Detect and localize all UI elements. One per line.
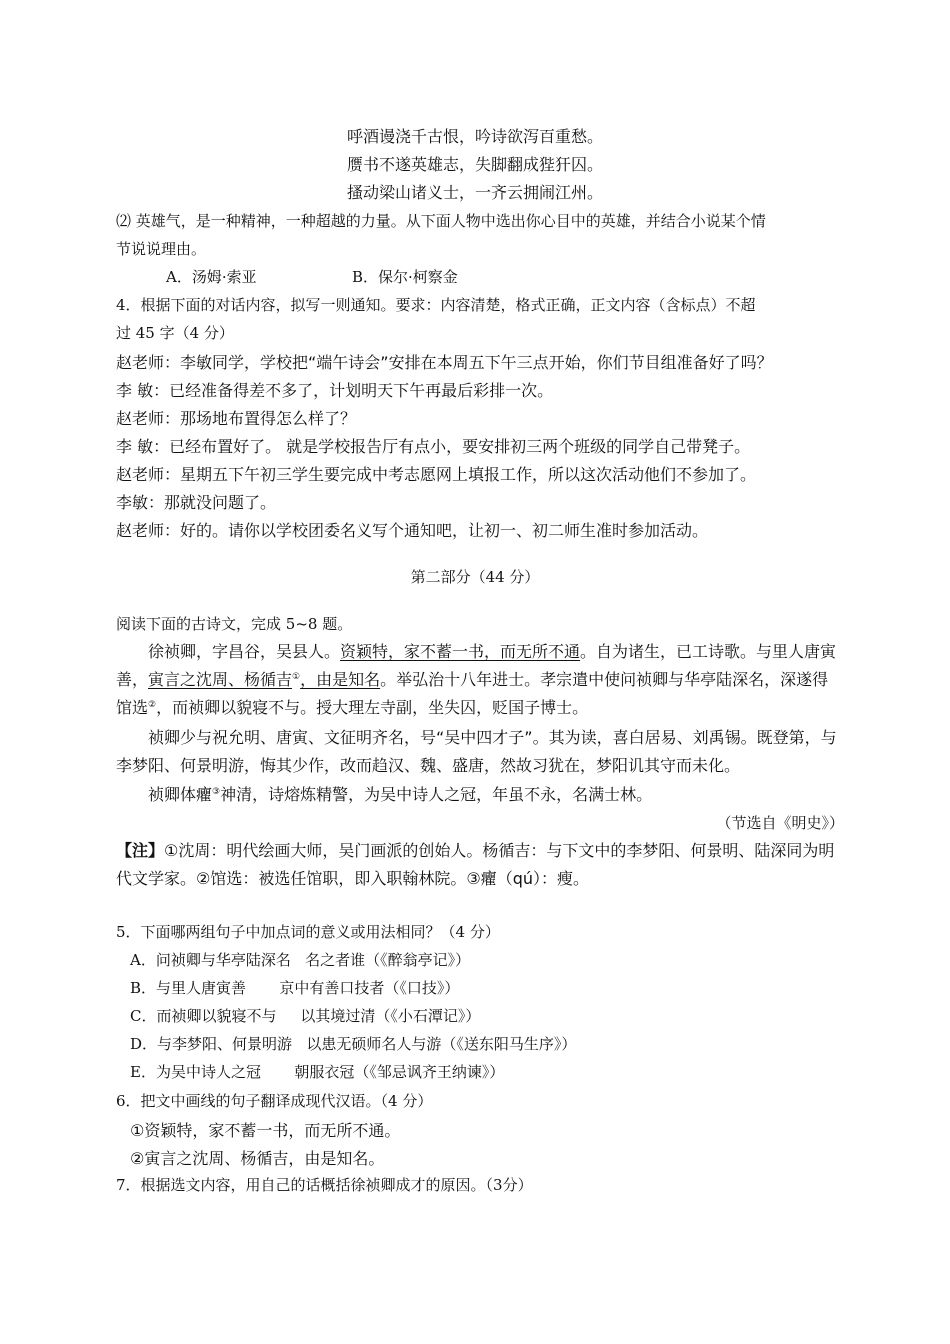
q5-option: C．而祯卿以貌寝不与 以其境过清（《小石潭记》） xyxy=(130,1007,481,1025)
underlined-sentence-2a: 寅言之沈周、杨循吉 xyxy=(148,670,293,689)
q2-option-a: A．汤姆·索亚 xyxy=(166,268,257,286)
underlined-sentence-1: 资颖特，家不蓄一书，而无所不通 xyxy=(340,642,581,661)
passage-p2-line-1: 祯卿少与祝允明、唐寅、文征明齐名，号“吴中四才子”。其为读，喜白居易、刘禹锡。既登第，与 xyxy=(148,728,837,747)
q5-option: A．问祯卿与华亭陆深名 名之者谁（《醉翁亭记》） xyxy=(130,951,471,969)
q5-option: E．为吴中诗人之冠 朝服衣冠（《邹忌讽齐王纳谏》） xyxy=(130,1063,505,1081)
poem-line-3: 搔动梁山诸义士，一齐云拥闹江州。 xyxy=(346,183,603,202)
note-marker-2: ② xyxy=(148,700,157,710)
dialog-line: 赵老师：李敏同学，学校把“端午诗会”安排在本周五下午三点开始，你们节目组准备好了吗？ xyxy=(116,353,773,372)
passage-source: （节选自《明史》） xyxy=(716,814,844,832)
underlined-sentence-2b: ，由是知名 xyxy=(300,670,381,689)
part2-intro: 阅读下面的古诗文，完成 5~8 题。 xyxy=(116,615,353,633)
q7-stem: 7．根据选文内容，用自己的话概括徐祯卿成才的原因。（3分） xyxy=(116,1176,533,1194)
passage-text: 。自为诸生，已工诗歌。与里人唐寅 xyxy=(580,642,837,661)
notes-label: 【注】 xyxy=(116,841,165,860)
passage-text: 神清，诗熔炼精警，为吴中诗人之冠，年虽不永，名满士林。 xyxy=(220,785,653,804)
dialog-line: 赵老师：好的。请你以学校团委名义写个通知吧，让初一、初二师生准时参加活动。 xyxy=(116,521,709,540)
part2-heading: 第二部分（44 分） xyxy=(410,568,540,586)
notes-line-2: 代文学家。②馆选：被选任馆职，即入职翰林院。③癯（qú）：瘦。 xyxy=(116,869,589,888)
q4-text-b: 过 45 字（4 分） xyxy=(116,324,234,342)
q6-item-1: ①资颖特，家不蓄一书，而无所不通。 xyxy=(130,1121,401,1140)
passage-p1-line-2 xyxy=(116,670,828,690)
notes-text: ①沈周：明代绘画大师，吴门画派的创始人。杨循吉：与下文中的李梦阳、何景明、陆深同为明 xyxy=(164,841,835,860)
dialog-line: 赵老师：那场地布置得怎么样了？ xyxy=(116,409,357,428)
q5-stem: 5．下面哪两组句子中加点词的意义或用法相同？（4 分） xyxy=(116,923,500,941)
note-marker-1: ① xyxy=(292,672,301,682)
dialog-line: 李 敏：已经准备得差不多了，计划明天下午再最后彩排一次。 xyxy=(116,381,554,400)
dialog-line: 赵老师：星期五下午初三学生要完成中考志愿网上填报工作，所以这次活动他们不参加了。 xyxy=(116,465,757,484)
q6-item-2: ②寅言之沈周、杨循吉，由是知名。 xyxy=(130,1149,385,1168)
passage-p3-line xyxy=(148,785,652,805)
dialog-line: 李 敏：已经布置好了。 就是学校报告厅有点小，要安排初三两个班级的同学自己带凳子。 xyxy=(116,437,751,456)
poem-line-2: 赝书不遂英雄志，失脚翻成狴犴囚。 xyxy=(346,155,603,174)
passage-text: 徐祯卿，字昌谷，吴县人。 xyxy=(148,642,341,661)
passage-p1-line-1 xyxy=(148,642,836,662)
notes-line-1 xyxy=(116,841,834,861)
q2-option-b: B．保尔·柯察金 xyxy=(352,268,458,286)
passage-text: ，而祯卿以貌寝不与。授大理左寺副，坐失囚，贬国子博士。 xyxy=(156,698,589,717)
dialog-line: 李敏：那就没问题了。 xyxy=(116,493,277,512)
passage-text: 祯卿体癯 xyxy=(148,785,213,804)
passage-text: 善， xyxy=(116,670,149,689)
passage-text: 。举弘治十八年进士。孝宗遣中使问祯卿与华亭陆深名，深遂得 xyxy=(380,670,829,689)
q5-option: D．与李梦阳、何景明游 以患无硕师名人与游（《送东阳马生序》） xyxy=(130,1035,577,1053)
q5-option: B．与里人唐寅善 京中有善口技者（《口技》） xyxy=(130,979,460,997)
q6-stem: 6．把文中画线的句子翻译成现代汉语。（4 分） xyxy=(116,1092,433,1110)
note-marker-3: ③ xyxy=(212,787,221,797)
q4-text-a: 4．根据下面的对话内容，拟写一则通知。要求：内容清楚，格式正确，正文内容（含标点）不超 xyxy=(116,296,756,314)
passage-text: 馆选 xyxy=(116,698,149,717)
q2-text-a: ⑵ 英雄气，是一种精神，一种超越的力量。从下面人物中选出你心目中的英雄，并结合小说某个情 xyxy=(116,212,766,230)
passage-p2-line-2: 李梦阳、何景明游，悔其少作，改而趋汉、魏、盛唐，然故习犹在，梦阳讥其守而未化。 xyxy=(116,756,741,775)
poem-line-1: 呼酒谩浇千古恨，吟诗欲泻百重愁。 xyxy=(346,127,603,146)
q2-text-b: 节说说理由。 xyxy=(116,240,207,258)
passage-p1-line-3 xyxy=(116,698,588,718)
